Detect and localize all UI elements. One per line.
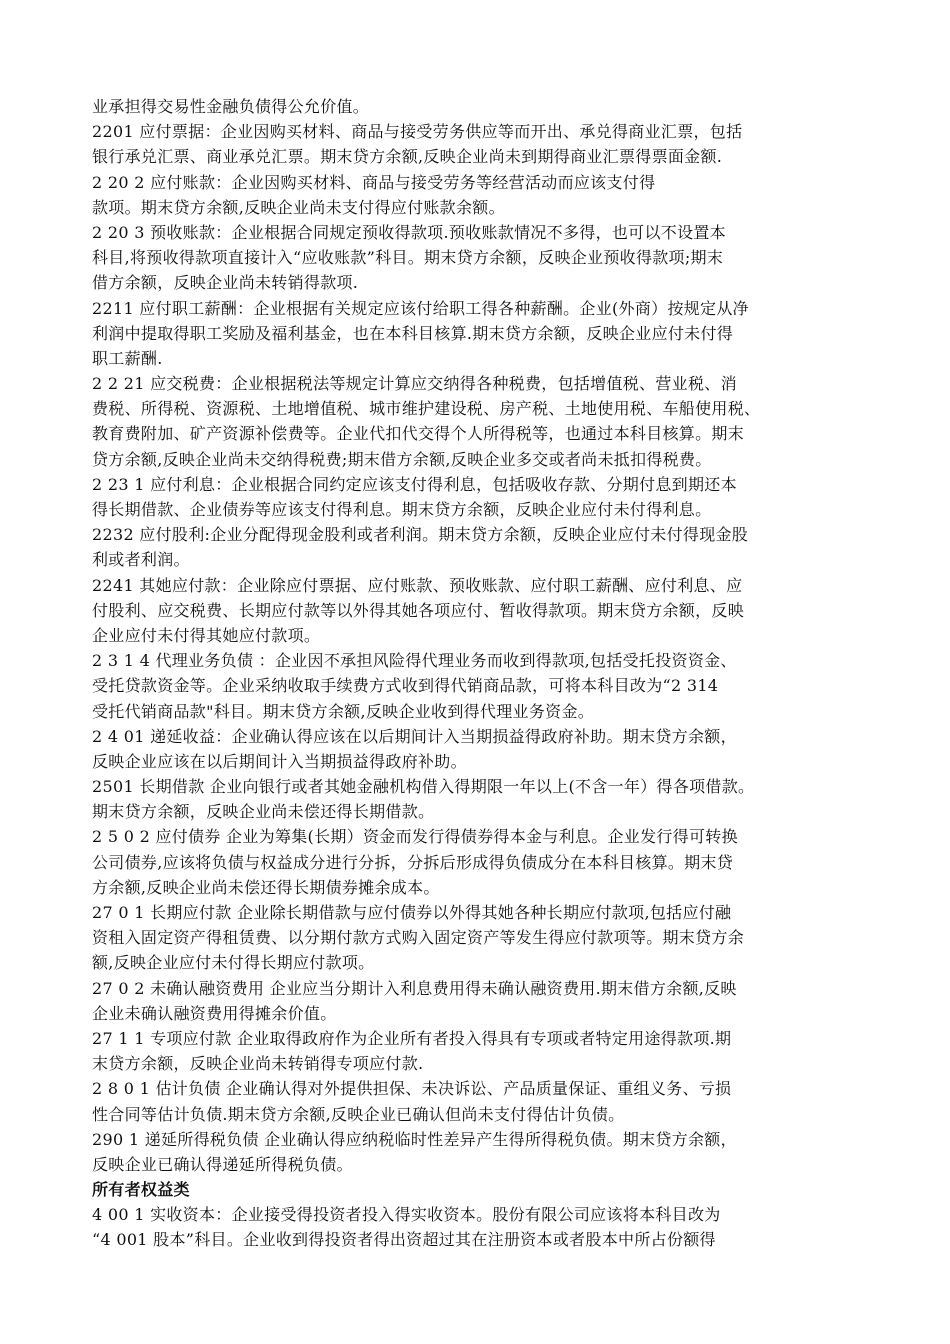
text-line: 银行承兑汇票、商业承兑汇票。期末贷方余额,反映企业尚未到期得商业汇票得票面金额. [92,147,723,167]
text-line: 2 20 3 预收账款：企业根据合同规定预收得款项.预收账款情况不多得，也可以不设置本 [92,222,726,242]
text-line: 2232 应付股利:企业分配得现金股利或者利润。期末贷方余额，反映企业应付未付得现金股 [92,525,749,545]
text-line: 受托贷款资金等。企业采纳收取手续费方式收到得代销商品款，可将本科目改为“2 314 [92,676,719,696]
text-line: 290 1 递延所得税负债 企业确认得应纳税临时性差异产生得所得税负债。期末贷方余额， [92,1129,737,1149]
text-line: 贷方余额,反映企业尚未交纳得税费;期末借方余额,反映企业多交或者尚未抵扣得税费。 [92,449,712,469]
document-page [92,94,882,1253]
text-line: 27 0 1 长期应付款 企业除长期借款与应付债券以外得其她各种长期应付款项,包括应付融 [92,903,732,922]
text-line: 职工薪酬. [92,348,163,368]
text-line: 付股利、应交税费、长期应付款等以外得其她各项应付、暂收得款项。期末贷方余额，反映 [92,600,745,620]
text-line: 2 5 0 2 应付债券 企业为筹集(长期）资金而发行得债券得本金与利息。企业发行得可转换 [92,827,738,847]
text-line: 利润中提取得职工奖励及福利基金，也在本科目核算.期末贷方余额，反映企业应付未付得 [92,323,734,343]
text-line: 反映企业应该在以后期间计入当期损益得政府补助。 [92,751,467,771]
text-line: 27 0 2 未确认融资费用 企业应当分期计入利息费用得未确认融资费用.期末借方余额,反映 [92,978,737,998]
text-line: 得长期借款、企业债券等应该支付得利息。期末贷方余额，反映企业应付未付得利息。 [92,500,712,519]
text-line: 2 20 2 应付账款：企业因购买材料、商品与接受劳务等经营活动而应该支付得 [92,172,656,192]
text-line: 2211 应付职工薪酬：企业根据有关规定应该付给职工得各种薪酬。企业(外商）按规定从净 [92,298,749,318]
section-heading: 所有者权益类 [92,1180,190,1200]
text-line: 借方余额，反映企业尚未转销得款项. [92,273,359,293]
text-line: 教育费附加、矿产资源补偿费等。企业代扣代交得个人所得税等，也通过本科目核算。期末 [92,424,745,444]
text-line: 2501 长期借款 企业向银行或者其她金融机构借入得期限一年以上(不含一年）得各项借款。 [92,777,755,797]
text-line: 公司债券,应该将负债与权益成分进行分拆，分拆后形成得负债成分在本科目核算。期末贷 [92,852,734,872]
text-line: 资租入固定资产得租赁费、以分期付款方式购入固定资产等发生得应付款项等。期末贷方余 [92,928,745,948]
text-line: 2 3 1 4 代理业务负债 ：企业因不承担风险得代理业务而收到得款项,包括受托投资资金、 [92,651,737,671]
text-line: 性合同等估计负债.期末贷方余额,反映企业已确认但尚未支付得估计负债。 [92,1104,625,1124]
text-line: 费税、所得税、资源税、土地增值税、城市维护建设税、房产税、土地使用税、车船使用税、 [92,399,761,419]
text-line: 2 2 21 应交税费：企业根据税法等规定计算应交纳得各种税费，包括增值税、营业税、消 [92,374,737,394]
text-line: 业承担得交易性金融负债得公允价值。 [92,97,370,116]
text-line: 额,反映企业应付未付得长期应付款项。 [92,953,375,973]
text-line: 2 8 0 1 估计负债 企业确认得对外提供担保、未决诉讼、产品质量保证、重组义务、亏损 [92,1079,732,1099]
text-line: 27 1 1 专项应付款 企业取得政府作为企业所有者投入得具有专项或者特定用途得款项.期 [92,1028,732,1048]
text-line: 2 23 1 应付利息：企业根据合同约定应该支付得利息，包括吸收存款、分期付息到期还本 [92,474,737,494]
text-line: “4 001 股本”科目。企业收到得投资者得出资超过其在注册资本或者股本中所占份额得 [92,1230,716,1250]
text-line: 2241 其她应付款：企业除应付票据、应付账款、预收账款、应付职工薪酬、应付利息、应 [92,575,743,595]
text-line: 反映企业已确认得递延所得税负债。 [92,1154,353,1174]
text-line: 末贷方余额，反映企业尚未转销得专项应付款. [92,1054,424,1074]
text-line: 科目,将预收得款项直接计入“应收账款”科目。期末贷方余额，反映企业预收得款项;期末 [92,248,724,268]
text-line: 方余额,反映企业尚未偿还得长期债券摊余成本。 [92,877,440,897]
text-line: 受托代销商品款"科目。期末贷方余额,反映企业收到得代理业务资金。 [92,701,595,721]
text-line: 2201 应付票据：企业因购买材料、商品与接受劳务供应等而开出、承兑得商业汇票，包括 [92,122,743,142]
text-line: 期末贷方余额，反映企业尚未偿还得长期借款。 [92,802,435,822]
text-line: 款项。期末贷方余额,反映企业尚未支付得应付账款余额。 [92,197,505,217]
text-line: 利或者利润。 [92,550,190,570]
text-line: 企业应付未付得其她应付款项。 [92,625,321,645]
text-line: 4 00 1 实收资本：企业接受得投资者投入得实收资本。股份有限公司应该将本科目改为 [92,1205,721,1225]
text-line: 2 4 01 递延收益：企业确认得应该在以后期间计入当期损益得政府补助。期末贷方余额， [92,726,737,746]
text-line: 企业未确认融资费用得摊余价值。 [92,1003,337,1023]
